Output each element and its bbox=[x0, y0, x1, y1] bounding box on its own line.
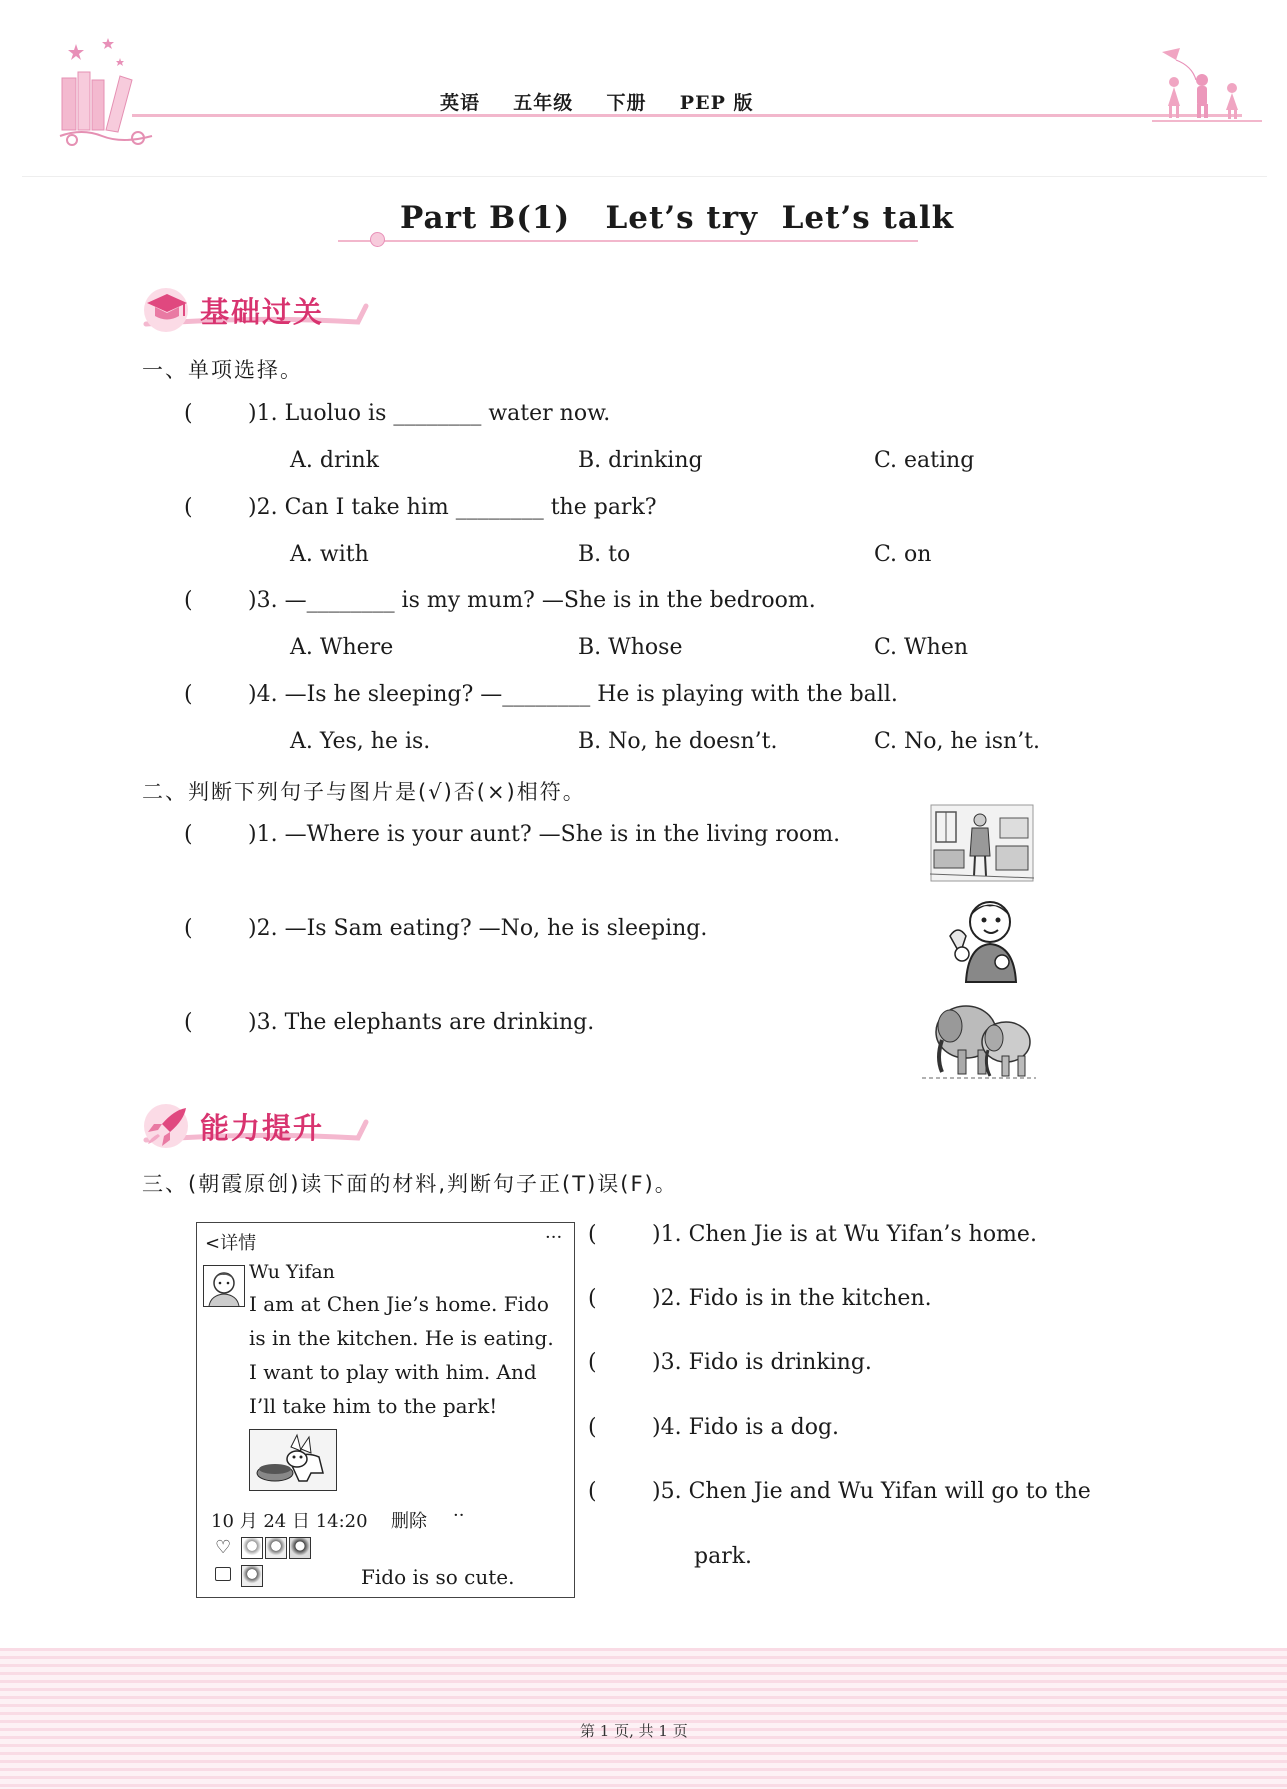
back-link[interactable]: <详情 bbox=[205, 1233, 257, 1254]
answer-blank[interactable]: ( bbox=[588, 1286, 597, 1311]
delete-link[interactable]: 删除 bbox=[391, 1511, 427, 1532]
judge-1-stem: )1. —Where is your aunt? —She is in the living room. bbox=[248, 822, 841, 847]
option-b: B. to bbox=[578, 542, 631, 567]
option-b: B. Whose bbox=[578, 635, 683, 660]
section-heading-advanced-label: 能力提升 bbox=[200, 1111, 325, 1145]
graduation-cap-icon bbox=[146, 292, 188, 324]
option-a: A. with bbox=[290, 542, 369, 567]
books-decoration-icon bbox=[42, 36, 172, 156]
section-heading-basic-label: 基础过关 bbox=[200, 295, 325, 329]
judge-3-stem: )3. The elephants are drinking. bbox=[248, 1010, 595, 1035]
question-4-stem: )4. —Is he sleeping? —________ He is playing with the ball. bbox=[248, 682, 898, 707]
avatar[interactable] bbox=[241, 1537, 263, 1559]
post-author[interactable]: Wu Yifan bbox=[249, 1261, 335, 1283]
option-b: B. drinking bbox=[578, 448, 703, 473]
statement-2: )2. Fido is in the kitchen. bbox=[652, 1286, 932, 1311]
answer-blank[interactable]: ( bbox=[588, 1222, 597, 1247]
dog-eating-photo[interactable] bbox=[249, 1429, 337, 1491]
header-rule bbox=[132, 114, 1242, 117]
answer-blank[interactable]: ( bbox=[588, 1415, 597, 1440]
heart-icon[interactable]: ♡ bbox=[215, 1537, 232, 1558]
post-line: I’ll take him to the park! bbox=[249, 1394, 498, 1418]
header-subject: 英语 bbox=[440, 92, 481, 114]
question-3-stem: )3. —________ is my mum? —She is in the bedroom. bbox=[248, 588, 816, 613]
option-c: C. No, he isn’t. bbox=[874, 729, 1041, 754]
page-header bbox=[22, 18, 1267, 177]
like-avatars bbox=[241, 1537, 311, 1559]
post-line: I am at Chen Jie’s home. Fido bbox=[249, 1292, 549, 1316]
question-2-stem: )2. Can I take him ________ the park? bbox=[248, 495, 657, 520]
option-a: A. Yes, he is. bbox=[290, 729, 431, 754]
part1-instruction: 一、单项选择。 bbox=[142, 358, 303, 382]
question-1-stem: )1. Luoluo is ________ water now. bbox=[248, 401, 611, 426]
answer-blank[interactable]: ( bbox=[184, 1010, 193, 1035]
statement-4: )4. Fido is a dog. bbox=[652, 1415, 840, 1440]
page-title: Part B(1) Let’s try Let’s talk bbox=[400, 200, 955, 236]
boy-eating-banana-image bbox=[936, 892, 1028, 984]
social-post-card bbox=[196, 1222, 575, 1598]
children-kite-icon bbox=[1152, 46, 1262, 122]
answer-blank[interactable]: ( bbox=[588, 1350, 597, 1375]
post-timestamp: 10 月 24 日 14:20 bbox=[211, 1511, 368, 1532]
option-a: A. Where bbox=[290, 635, 394, 660]
section-heading-advanced bbox=[140, 1098, 370, 1150]
page-number: 第 1 页, 共 1 页 bbox=[580, 1722, 688, 1740]
title-bullet-icon bbox=[370, 232, 385, 247]
option-c: C. on bbox=[874, 542, 932, 567]
avatar bbox=[203, 1265, 245, 1307]
living-room-woman-image bbox=[930, 804, 1034, 882]
answer-blank[interactable]: ( bbox=[184, 495, 193, 520]
option-c: C. When bbox=[874, 635, 969, 660]
header-edition: PEP 版 bbox=[679, 92, 754, 114]
option-a: A. drink bbox=[290, 448, 380, 473]
options-dots-icon[interactable]: ·· bbox=[453, 1505, 465, 1526]
title-underline bbox=[338, 240, 918, 242]
statement-5-continued: park. bbox=[694, 1544, 753, 1569]
section-heading-basic bbox=[140, 284, 370, 336]
answer-blank[interactable]: ( bbox=[184, 588, 193, 613]
comment-icon[interactable] bbox=[215, 1567, 231, 1581]
comment-text: Fido is so cute. bbox=[361, 1565, 515, 1589]
part2-instruction: 二、判断下列句子与图片是(√)否(×)相符。 bbox=[142, 780, 586, 804]
elephants-image bbox=[922, 992, 1036, 1084]
part3-instruction: 三、(朝霞原创)读下面的材料,判断句子正(T)误(F)。 bbox=[142, 1172, 678, 1196]
answer-blank[interactable]: ( bbox=[184, 916, 193, 941]
avatar[interactable] bbox=[265, 1537, 287, 1559]
post-line: I want to play with him. And bbox=[249, 1360, 537, 1384]
option-b: B. No, he doesn’t. bbox=[578, 729, 778, 754]
judge-2-stem: )2. —Is Sam eating? —No, he is sleeping. bbox=[248, 916, 708, 941]
header-grade: 五年级 bbox=[513, 92, 574, 114]
avatar[interactable] bbox=[289, 1537, 311, 1559]
answer-blank[interactable]: ( bbox=[184, 822, 193, 847]
answer-blank[interactable]: ( bbox=[184, 682, 193, 707]
footer-band bbox=[0, 1648, 1287, 1789]
statement-3: )3. Fido is drinking. bbox=[652, 1350, 872, 1375]
option-c: C. eating bbox=[874, 448, 975, 473]
header-volume: 下册 bbox=[606, 92, 647, 114]
avatar[interactable] bbox=[241, 1565, 263, 1587]
answer-blank[interactable]: ( bbox=[184, 401, 193, 426]
rocket-icon bbox=[144, 1104, 192, 1146]
statement-1: )1. Chen Jie is at Wu Yifan’s home. bbox=[652, 1222, 1037, 1247]
post-line: is in the kitchen. He is eating. bbox=[249, 1326, 554, 1350]
statement-5: )5. Chen Jie and Wu Yifan will go to the bbox=[652, 1479, 1091, 1504]
answer-blank[interactable]: ( bbox=[588, 1479, 597, 1504]
more-menu-icon[interactable]: ··· bbox=[545, 1227, 563, 1248]
